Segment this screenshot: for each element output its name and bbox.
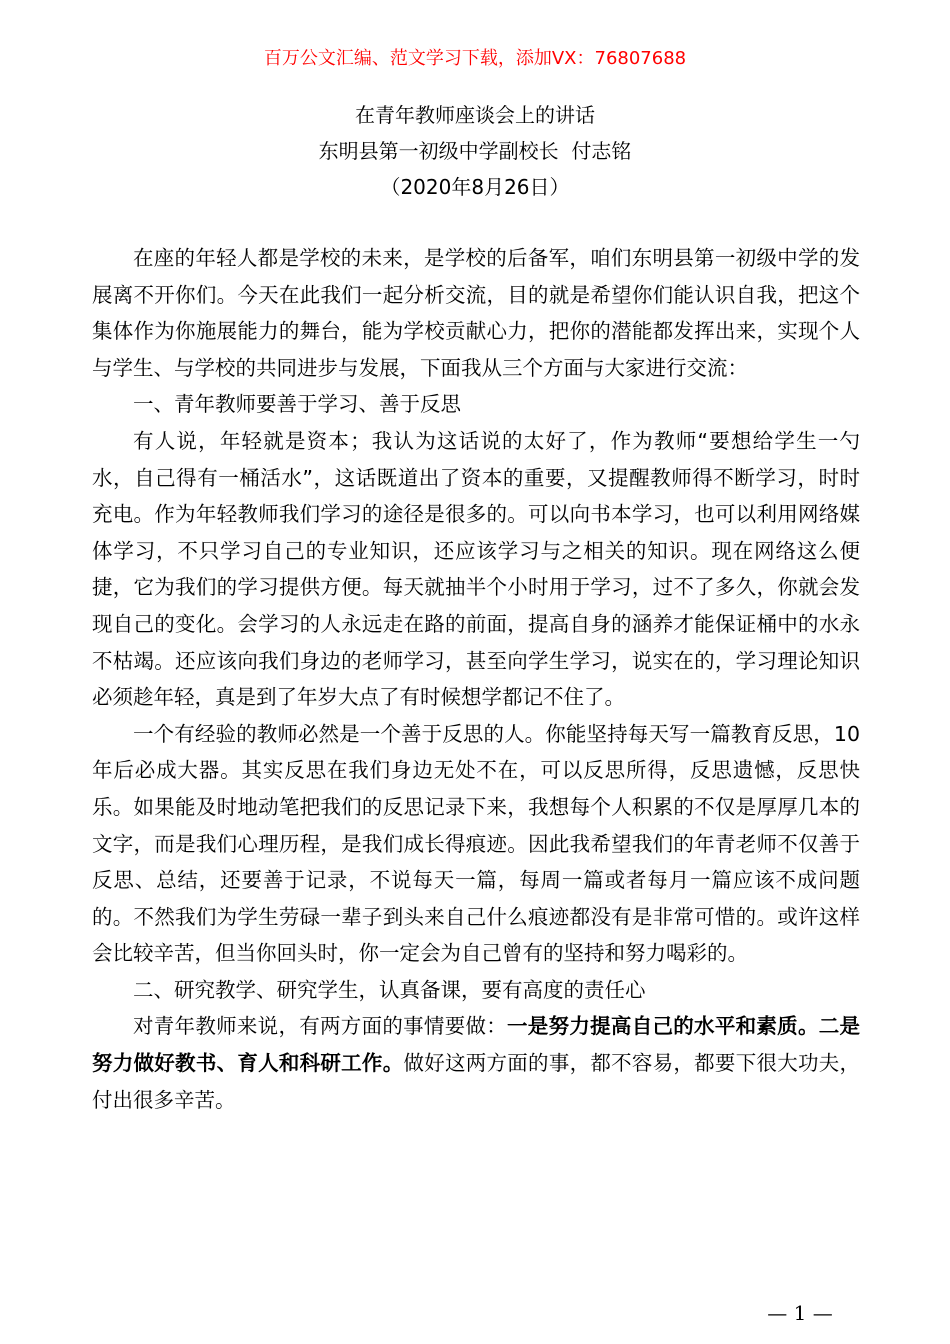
paragraph-tasks (92, 1008, 860, 1118)
tasks-tail: 做好这两方面的事，都不容易，都要下很大功夫，付出很多辛苦。 (92, 1051, 861, 1112)
section-heading-2: 二、研究教学、研究学生，认真备课，要有高度的责任心 (133, 977, 646, 1002)
paragraph-reflection: 一个有经验的教师必然是一个善于反思的人。你能坚持每天写一篇教育反思，10年后必成大器。其实反思在我们身边无处不在，可以反思所得，反思遗憾，反思快乐。如果能及时地动笔把我们的反思记录下来，我想每个人积累的不仅是厚厚几本的文字，而是我们心理历程，是我们成长得痕迹。因此我希望我们的年青老师不仅善于反思、总结，还要善于记录，不说每天一篇，每周一篇或者每月一篇应该不成问题的。不然我们为学生劳碌一辈子到头来自己什么痕迹都没有是非常可惜的。或许这样会比较辛苦，但当你回头时，你一定会为自己曾有的坚持和努力喝彩的。 (92, 721, 860, 966)
title-block (0, 97, 950, 205)
tasks-lead: 对青年教师来说，有两方面的事情要做： (133, 1014, 508, 1039)
watermark-banner: 百万公文汇编、范文学习下载，添加VX：76807688 (263, 48, 687, 69)
paragraph-intro: 在座的年轻人都是学校的未来，是学校的后备军，咱们东明县第一初级中学的发展离不开你们。今天在此我们一起分析交流，目的就是希望你们能认识自我，把这个集体作为你施展能力的舞台，能为学校贡献心力，把你的潜能都发挥出来，实现个人与学生、与学校的共同进步与发展，下面我从三个方面与大家进行交流： (92, 246, 860, 380)
speech-date: （2020年8月26日） (380, 175, 570, 199)
speaker-line: 东明县第一初级中学副校长 付志铭 (318, 139, 632, 163)
tasks-bold: 一是努力提高自己的水平和素质。二是努力做好教书、育人和科研工作。 (92, 1014, 861, 1076)
speech-title: 在青年教师座谈会上的讲话 (355, 103, 595, 127)
section-heading-1: 一、青年教师要善于学习、善于反思 (133, 392, 461, 417)
page-number: — 1 — (767, 1301, 833, 1325)
speech-body (92, 240, 860, 1118)
paragraph-learning: 有人说，年轻就是资本；我认为这话说的太好了，作为教师“要想给学生一勺水，自己得有一桶活水”，这话既道出了资本的重要，又提醒教师得不断学习，时时充电。作为年轻教师我们学习的途径是很多的。可以向书本学习，也可以利用网络媒体学习，不只学习自己的专业知识，还应该学习与之相关的知识。现在网络这么便捷，它为我们的学习提供方便。每天就抽半个小时用于学习，过不了多久，你就会发现自己的变化。会学习的人永远走在路的前面，提高自身的涵养才能保证桶中的水永不枯竭。还应该向我们身边的老师学习，甚至向学生学习，说实在的，学习理论知识必须趁年轻，真是到了年岁大点了有时候想学都记不住了。 (92, 428, 860, 710)
